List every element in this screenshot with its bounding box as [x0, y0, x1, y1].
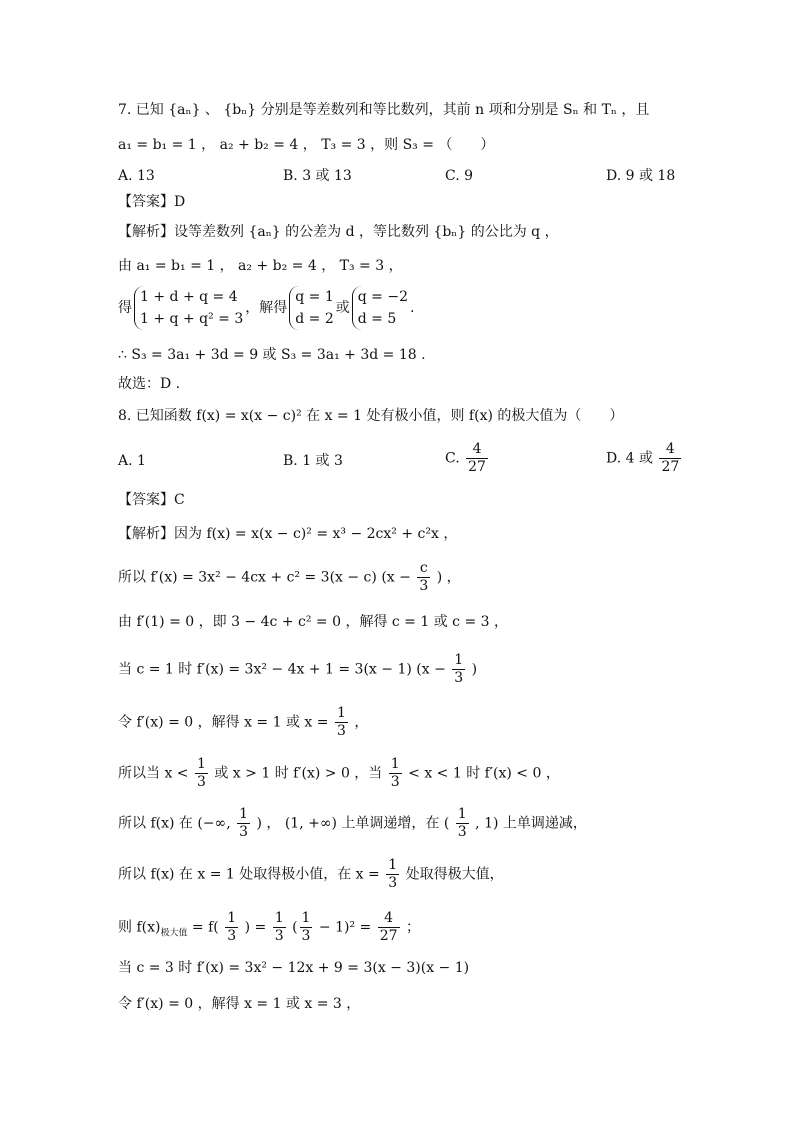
- numerator: 1: [227, 910, 237, 926]
- text: − 1)² =: [318, 919, 372, 936]
- denominator: 3: [274, 928, 284, 944]
- q8-analysis-line8: [118, 857, 504, 892]
- q8-analysis-line4: [118, 652, 477, 687]
- text: 或 x > 1 时 f′(x) > 0 ，当: [214, 765, 383, 782]
- fraction: [417, 560, 430, 595]
- numerator: 1: [301, 910, 311, 926]
- q8-option-c: [445, 441, 490, 476]
- fraction: [389, 756, 402, 791]
- q7-answer: 【答案】D: [118, 194, 186, 210]
- q7-stem-line2: a₁ = b₁ = 1 ， a₂ + b₂ = 4 ， T₃ = 3 ，则 S₃ = （ ）: [118, 137, 495, 153]
- text: 则 f(x): [118, 919, 161, 936]
- denominator: 27: [661, 459, 680, 475]
- q7-analysis-line5: 故选：D .: [118, 376, 181, 392]
- fraction: [466, 441, 488, 476]
- fraction: [273, 910, 286, 945]
- text: 当 c = 1 时 f′(x) = 3x² − 4x + 1 = 3(x − 1): [118, 661, 412, 678]
- denominator: 27: [379, 928, 398, 944]
- equation: 1 + d + q = 4: [140, 289, 238, 305]
- fraction: [300, 910, 313, 945]
- numerator: 1: [390, 756, 400, 772]
- q7-option-c: C. 9: [445, 168, 474, 184]
- fraction: [335, 705, 348, 740]
- numerator: 1: [457, 806, 467, 822]
- numerator: 1: [239, 806, 249, 822]
- equation: q = 1: [295, 289, 334, 305]
- text: ；: [405, 919, 420, 936]
- fraction: [225, 910, 238, 945]
- system-end: .: [409, 300, 415, 316]
- numerator: 1: [336, 705, 346, 721]
- fraction: [659, 441, 681, 476]
- q7-analysis-line4: ∴ S₃ = 3a₁ + 3d = 9 或 S₃ = 3a₁ + 3d = 18 .: [118, 347, 426, 363]
- numerator: 4: [466, 441, 488, 459]
- fraction: [456, 806, 469, 841]
- q8-analysis-line5: [118, 705, 368, 740]
- text: ): [471, 661, 478, 678]
- text: 令 f′(x) = 0 ，解得 x = 1 或 x =: [118, 714, 329, 731]
- equation: q = −2: [357, 289, 408, 305]
- q8-option-a: A. 1: [118, 453, 146, 469]
- q8-analysis-line1: 【解析】因为 f(x) = x(x − c)² = x³ − 2cx² + c²x ，: [118, 526, 458, 542]
- solution-system-1: [289, 286, 334, 330]
- q7-analysis-line2: 由 a₁ = b₁ = 1 ， a₂ + b₂ = 4 ， T₃ = 3 ，: [118, 258, 403, 274]
- text: = f(: [191, 919, 219, 936]
- text: (x −: [416, 661, 446, 678]
- system-prefix: 得: [118, 300, 132, 316]
- numerator: 1: [388, 857, 398, 873]
- text: ，: [354, 714, 369, 731]
- text: 所以 f(x) 在 (−∞,: [118, 815, 231, 832]
- text: (x −: [381, 569, 411, 586]
- denominator: 3: [301, 928, 311, 944]
- text: ) ， (1, +∞) 上单调递增，在 (: [256, 815, 450, 832]
- numerator: 1: [196, 756, 206, 772]
- equation: d = 5: [357, 311, 397, 327]
- q8-analysis-line6: [118, 756, 560, 791]
- or-connector: 或: [335, 300, 350, 316]
- denominator: 3: [390, 774, 400, 790]
- equation: d = 2: [295, 311, 334, 327]
- q7-option-b: B. 3 或 13: [283, 168, 352, 184]
- denominator: 3: [227, 928, 237, 944]
- q8-stem: 8. 已知函数 f(x) = x(x − c)² 在 x = 1 处有极小值，则 f(x) 的极大值为（ ）: [118, 408, 624, 424]
- text: 所以 f′(x) = 3x² − 4cx + c² = 3(x − c): [118, 569, 377, 586]
- q8-analysis-line2: [118, 560, 461, 595]
- q8-option-d: [606, 441, 683, 476]
- fraction: [237, 806, 250, 841]
- q7-option-d: D. 9 或 18: [606, 168, 676, 184]
- denominator: 3: [196, 774, 206, 790]
- fraction: [195, 756, 208, 791]
- fraction: [378, 910, 400, 945]
- text: , 1) 上单调递减，: [475, 815, 587, 832]
- numerator: c: [417, 560, 430, 578]
- solution-system-2: [352, 286, 408, 330]
- q7-option-a: A. 13: [118, 168, 155, 184]
- q7-analysis-line1: 【解析】设等差数列 {aₙ} 的公差为 d ，等比数列 {bₙ} 的公比为 q ，: [118, 224, 559, 240]
- numerator: 1: [274, 910, 284, 926]
- text: ) ，: [436, 569, 461, 586]
- denominator: 3: [419, 578, 429, 594]
- q8-analysis-line11: 令 f′(x) = 0 ，解得 x = 1 或 x = 3 ，: [118, 996, 361, 1012]
- q8-answer: 【答案】C: [118, 492, 185, 508]
- subscript: 极大值: [160, 928, 188, 939]
- q8-analysis-line10: 当 c = 3 时 f′(x) = 3x² − 12x + 9 = 3(x − 3)(x − 1): [118, 960, 470, 976]
- numerator: 1: [454, 652, 464, 668]
- denominator: 3: [388, 875, 398, 891]
- fraction: [386, 857, 399, 892]
- text: ) =: [244, 919, 267, 936]
- q8-analysis-line7: [118, 806, 587, 841]
- system-connector: ，解得: [245, 300, 288, 316]
- q8-option-b: B. 1 或 3: [283, 453, 343, 469]
- equation-system-1: [134, 286, 243, 330]
- q7-equation-system: [118, 286, 414, 330]
- equation: 1 + q + q² = 3: [140, 311, 244, 327]
- q8-analysis-line3: 由 f′(1) = 0 ，即 3 − 4c + c² = 0 ，解得 c = 1 或 c = 3 ，: [118, 614, 508, 630]
- denominator: 3: [457, 824, 467, 840]
- numerator: 4: [659, 441, 681, 459]
- fraction: [452, 652, 465, 687]
- text: (: [292, 919, 298, 936]
- q8-analysis-line9: [118, 910, 420, 945]
- text: 所以当 x <: [118, 765, 189, 782]
- denominator: 27: [468, 459, 486, 475]
- denominator: 3: [336, 723, 346, 739]
- denominator: 3: [239, 824, 249, 840]
- q7-stem-line1: 7. 已知 {aₙ} 、 {bₙ} 分别是等差数列和等比数列，其前 n 项和分别是 Sₙ 和 Tₙ ，且: [118, 102, 650, 118]
- numerator: 4: [378, 910, 400, 928]
- text: 所以 f(x) 在 x = 1 处取得极小值，在 x =: [118, 866, 380, 883]
- option-label: D. 4 或: [606, 450, 653, 467]
- option-label: C.: [445, 450, 460, 467]
- denominator: 3: [454, 670, 464, 686]
- text: 处取得极大值，: [405, 866, 504, 883]
- text: < x < 1 时 f′(x) < 0 ，: [408, 765, 560, 782]
